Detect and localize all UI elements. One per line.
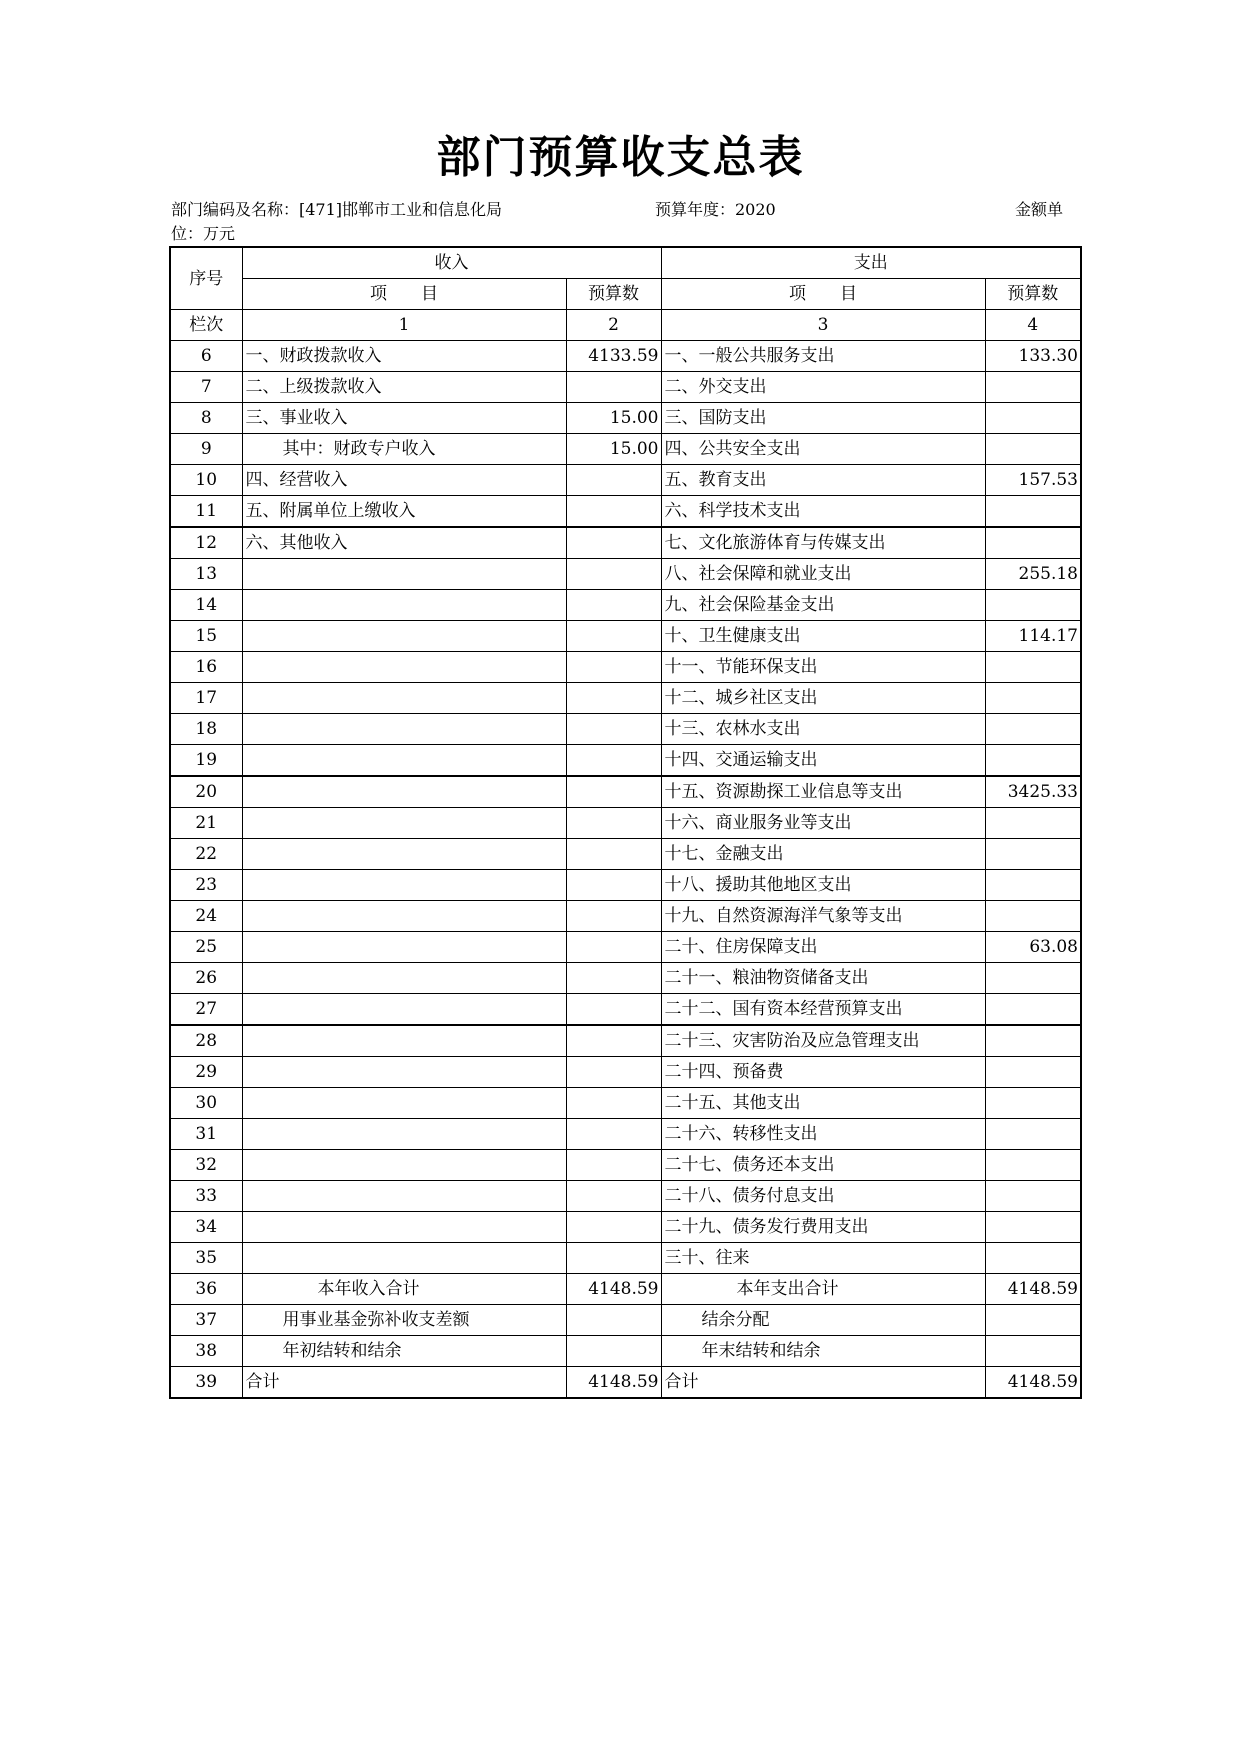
income-budget <box>566 808 661 839</box>
row-seq: 6 <box>170 341 242 372</box>
expense-item: 一、一般公共服务支出 <box>661 341 985 372</box>
expense-budget <box>985 372 1081 403</box>
expense-item: 五、教育支出 <box>661 465 985 496</box>
table-row <box>170 372 1081 403</box>
department-label: 部门编码及名称：[471]邯郸市工业和信息化局 <box>171 200 503 219</box>
income-item <box>242 1025 566 1057</box>
table-row <box>170 839 1081 870</box>
header-income-item: 项 目 <box>242 279 566 310</box>
row-seq: 11 <box>170 496 242 528</box>
income-item <box>242 932 566 963</box>
expense-item: 十八、援助其他地区支出 <box>661 870 985 901</box>
income-budget <box>566 1025 661 1057</box>
table-row <box>170 1025 1081 1057</box>
expense-item: 十二、城乡社区支出 <box>661 683 985 714</box>
header-expense: 支出 <box>661 247 1081 279</box>
row-seq: 7 <box>170 372 242 403</box>
expense-budget <box>985 1336 1081 1367</box>
expense-budget <box>985 1088 1081 1119</box>
income-budget <box>566 745 661 777</box>
table-row <box>170 1336 1081 1367</box>
income-budget <box>566 901 661 932</box>
income-budget <box>566 1088 661 1119</box>
table-row <box>170 559 1081 590</box>
income-item <box>242 559 566 590</box>
income-item <box>242 776 566 808</box>
expense-budget <box>985 683 1081 714</box>
table-row <box>170 1150 1081 1181</box>
expense-item: 十七、金融支出 <box>661 839 985 870</box>
expense-item: 九、社会保险基金支出 <box>661 590 985 621</box>
table-row <box>170 901 1081 932</box>
expense-item: 二十四、预备费 <box>661 1057 985 1088</box>
row-seq: 12 <box>170 527 242 559</box>
expense-item: 六、科学技术支出 <box>661 496 985 528</box>
row-seq: 14 <box>170 590 242 621</box>
expense-budget <box>985 1243 1081 1274</box>
row-seq: 20 <box>170 776 242 808</box>
row-seq: 31 <box>170 1119 242 1150</box>
row-seq: 34 <box>170 1212 242 1243</box>
row-seq: 27 <box>170 994 242 1026</box>
income-budget <box>566 870 661 901</box>
expense-item: 二、外交支出 <box>661 372 985 403</box>
expense-budget <box>985 1181 1081 1212</box>
income-budget <box>566 652 661 683</box>
expense-item: 四、公共安全支出 <box>661 434 985 465</box>
row-seq: 24 <box>170 901 242 932</box>
header-col-2: 2 <box>566 310 661 341</box>
table-row <box>170 465 1081 496</box>
income-budget <box>566 1150 661 1181</box>
expense-budget: 157.53 <box>985 465 1081 496</box>
income-item <box>242 1119 566 1150</box>
income-budget <box>566 527 661 559</box>
income-item <box>242 745 566 777</box>
income-item <box>242 839 566 870</box>
income-budget <box>566 559 661 590</box>
expense-budget: 114.17 <box>985 621 1081 652</box>
income-budget: 15.00 <box>566 434 661 465</box>
income-item: 三、事业收入 <box>242 403 566 434</box>
income-budget <box>566 839 661 870</box>
expense-budget: 4148.59 <box>985 1274 1081 1305</box>
expense-budget <box>985 963 1081 994</box>
income-item <box>242 870 566 901</box>
income-item: 本年收入合计 <box>242 1274 566 1305</box>
table-row <box>170 590 1081 621</box>
income-budget <box>566 963 661 994</box>
income-budget: 4148.59 <box>566 1274 661 1305</box>
row-seq: 36 <box>170 1274 242 1305</box>
expense-budget <box>985 901 1081 932</box>
income-item <box>242 808 566 839</box>
header-col-4: 4 <box>985 310 1081 341</box>
income-item <box>242 1088 566 1119</box>
header-income-budget: 预算数 <box>566 279 661 310</box>
expense-item: 十四、交通运输支出 <box>661 745 985 777</box>
table-row <box>170 808 1081 839</box>
row-seq: 26 <box>170 963 242 994</box>
income-budget: 4148.59 <box>566 1367 661 1399</box>
expense-budget <box>985 652 1081 683</box>
income-item: 合计 <box>242 1367 566 1399</box>
expense-item: 二十一、粮油物资储备支出 <box>661 963 985 994</box>
income-item: 五、附属单位上缴收入 <box>242 496 566 528</box>
income-item <box>242 1243 566 1274</box>
table-row <box>170 496 1081 528</box>
expense-item: 二十、住房保障支出 <box>661 932 985 963</box>
expense-item: 二十九、债务发行费用支出 <box>661 1212 985 1243</box>
expense-item: 年末结转和结余 <box>661 1336 985 1367</box>
budget-year-label: 预算年度：2020 <box>655 200 776 219</box>
row-seq: 25 <box>170 932 242 963</box>
income-item: 一、财政拨款收入 <box>242 341 566 372</box>
table-row <box>170 403 1081 434</box>
table-row <box>170 1274 1081 1305</box>
amount-unit-label-part2: 位：万元 <box>171 224 236 243</box>
page-title: 部门预算收支总表 <box>436 132 805 183</box>
row-seq: 32 <box>170 1150 242 1181</box>
expense-item: 二十八、债务付息支出 <box>661 1181 985 1212</box>
expense-item: 二十七、债务还本支出 <box>661 1150 985 1181</box>
expense-item: 三、国防支出 <box>661 403 985 434</box>
income-item: 六、其他收入 <box>242 527 566 559</box>
row-seq: 13 <box>170 559 242 590</box>
header-expense-budget: 预算数 <box>985 279 1081 310</box>
table-row <box>170 1181 1081 1212</box>
expense-budget <box>985 403 1081 434</box>
table-row <box>170 1057 1081 1088</box>
expense-item: 三十、往来 <box>661 1243 985 1274</box>
income-item <box>242 1150 566 1181</box>
income-item <box>242 652 566 683</box>
expense-item: 十一、节能环保支出 <box>661 652 985 683</box>
row-seq: 21 <box>170 808 242 839</box>
expense-budget <box>985 1305 1081 1336</box>
income-item <box>242 621 566 652</box>
income-budget <box>566 1212 661 1243</box>
table-row <box>170 1367 1081 1399</box>
budget-summary-table <box>169 246 1082 1399</box>
expense-item: 十、卫生健康支出 <box>661 621 985 652</box>
income-budget <box>566 1305 661 1336</box>
income-item: 二、上级拨款收入 <box>242 372 566 403</box>
expense-budget <box>985 1025 1081 1057</box>
expense-item: 合计 <box>661 1367 985 1399</box>
table-row <box>170 745 1081 777</box>
row-seq: 33 <box>170 1181 242 1212</box>
table-row <box>170 963 1081 994</box>
income-budget <box>566 372 661 403</box>
expense-budget: 63.08 <box>985 932 1081 963</box>
table-row <box>170 683 1081 714</box>
expense-item: 七、文化旅游体育与传媒支出 <box>661 527 985 559</box>
expense-budget <box>985 1119 1081 1150</box>
income-item <box>242 1057 566 1088</box>
expense-item: 八、社会保障和就业支出 <box>661 559 985 590</box>
income-item <box>242 994 566 1026</box>
row-seq: 10 <box>170 465 242 496</box>
income-item <box>242 1212 566 1243</box>
expense-budget <box>985 434 1081 465</box>
income-budget: 15.00 <box>566 403 661 434</box>
income-budget <box>566 994 661 1026</box>
table-row <box>170 341 1081 372</box>
amount-unit-label-part1: 金额单 <box>1015 200 1064 219</box>
expense-item: 二十二、国有资本经营预算支出 <box>661 994 985 1026</box>
expense-item: 十五、资源勘探工业信息等支出 <box>661 776 985 808</box>
expense-budget <box>985 714 1081 745</box>
expense-item: 结余分配 <box>661 1305 985 1336</box>
expense-budget <box>985 590 1081 621</box>
row-seq: 8 <box>170 403 242 434</box>
expense-budget <box>985 1150 1081 1181</box>
expense-budget <box>985 1057 1081 1088</box>
expense-item: 十六、商业服务业等支出 <box>661 808 985 839</box>
income-budget <box>566 496 661 528</box>
expense-budget <box>985 808 1081 839</box>
row-seq: 16 <box>170 652 242 683</box>
row-seq: 23 <box>170 870 242 901</box>
income-budget <box>566 714 661 745</box>
expense-budget <box>985 745 1081 777</box>
expense-item: 十三、农林水支出 <box>661 714 985 745</box>
income-item: 年初结转和结余 <box>242 1336 566 1367</box>
expense-budget <box>985 839 1081 870</box>
income-item <box>242 1181 566 1212</box>
header-col-3: 3 <box>661 310 985 341</box>
income-budget <box>566 1336 661 1367</box>
income-budget <box>566 776 661 808</box>
row-seq: 19 <box>170 745 242 777</box>
table-row <box>170 870 1081 901</box>
expense-budget <box>985 994 1081 1026</box>
table-row <box>170 994 1081 1026</box>
table-row <box>170 1119 1081 1150</box>
row-seq: 29 <box>170 1057 242 1088</box>
row-seq: 39 <box>170 1367 242 1399</box>
income-budget <box>566 1243 661 1274</box>
header-expense-item: 项 目 <box>661 279 985 310</box>
income-item: 四、经营收入 <box>242 465 566 496</box>
income-item <box>242 683 566 714</box>
row-seq: 35 <box>170 1243 242 1274</box>
header-col-1: 1 <box>242 310 566 341</box>
income-budget <box>566 1181 661 1212</box>
expense-budget: 4148.59 <box>985 1367 1081 1399</box>
row-seq: 15 <box>170 621 242 652</box>
row-seq: 9 <box>170 434 242 465</box>
table-row <box>170 1305 1081 1336</box>
expense-budget <box>985 527 1081 559</box>
income-item <box>242 901 566 932</box>
expense-budget <box>985 1212 1081 1243</box>
row-seq: 17 <box>170 683 242 714</box>
income-budget <box>566 465 661 496</box>
table-row <box>170 652 1081 683</box>
row-seq: 22 <box>170 839 242 870</box>
income-budget <box>566 1057 661 1088</box>
income-item <box>242 590 566 621</box>
row-seq: 30 <box>170 1088 242 1119</box>
expense-item: 二十五、其他支出 <box>661 1088 985 1119</box>
income-budget <box>566 621 661 652</box>
expense-item: 十九、自然资源海洋气象等支出 <box>661 901 985 932</box>
table-row <box>170 1212 1081 1243</box>
row-seq: 37 <box>170 1305 242 1336</box>
income-budget <box>566 1119 661 1150</box>
expense-budget: 255.18 <box>985 559 1081 590</box>
income-budget <box>566 683 661 714</box>
income-item <box>242 714 566 745</box>
expense-budget: 133.30 <box>985 341 1081 372</box>
income-item <box>242 963 566 994</box>
row-seq: 38 <box>170 1336 242 1367</box>
table-row <box>170 714 1081 745</box>
income-budget <box>566 932 661 963</box>
header-income: 收入 <box>242 247 661 279</box>
header-seq: 序号 <box>170 247 242 310</box>
expense-budget: 3425.33 <box>985 776 1081 808</box>
table-row <box>170 932 1081 963</box>
row-seq: 28 <box>170 1025 242 1057</box>
expense-budget <box>985 870 1081 901</box>
expense-budget <box>985 496 1081 528</box>
table-row <box>170 527 1081 559</box>
income-budget: 4133.59 <box>566 341 661 372</box>
table-row <box>170 1243 1081 1274</box>
table-row <box>170 1088 1081 1119</box>
expense-item: 二十六、转移性支出 <box>661 1119 985 1150</box>
table-row <box>170 434 1081 465</box>
table-row <box>170 776 1081 808</box>
expense-item: 本年支出合计 <box>661 1274 985 1305</box>
header-column-label: 栏次 <box>170 310 242 341</box>
income-item: 其中：财政专户收入 <box>242 434 566 465</box>
income-item: 用事业基金弥补收支差额 <box>242 1305 566 1336</box>
table-row <box>170 621 1081 652</box>
income-budget <box>566 590 661 621</box>
row-seq: 18 <box>170 714 242 745</box>
expense-item: 二十三、灾害防治及应急管理支出 <box>661 1025 985 1057</box>
